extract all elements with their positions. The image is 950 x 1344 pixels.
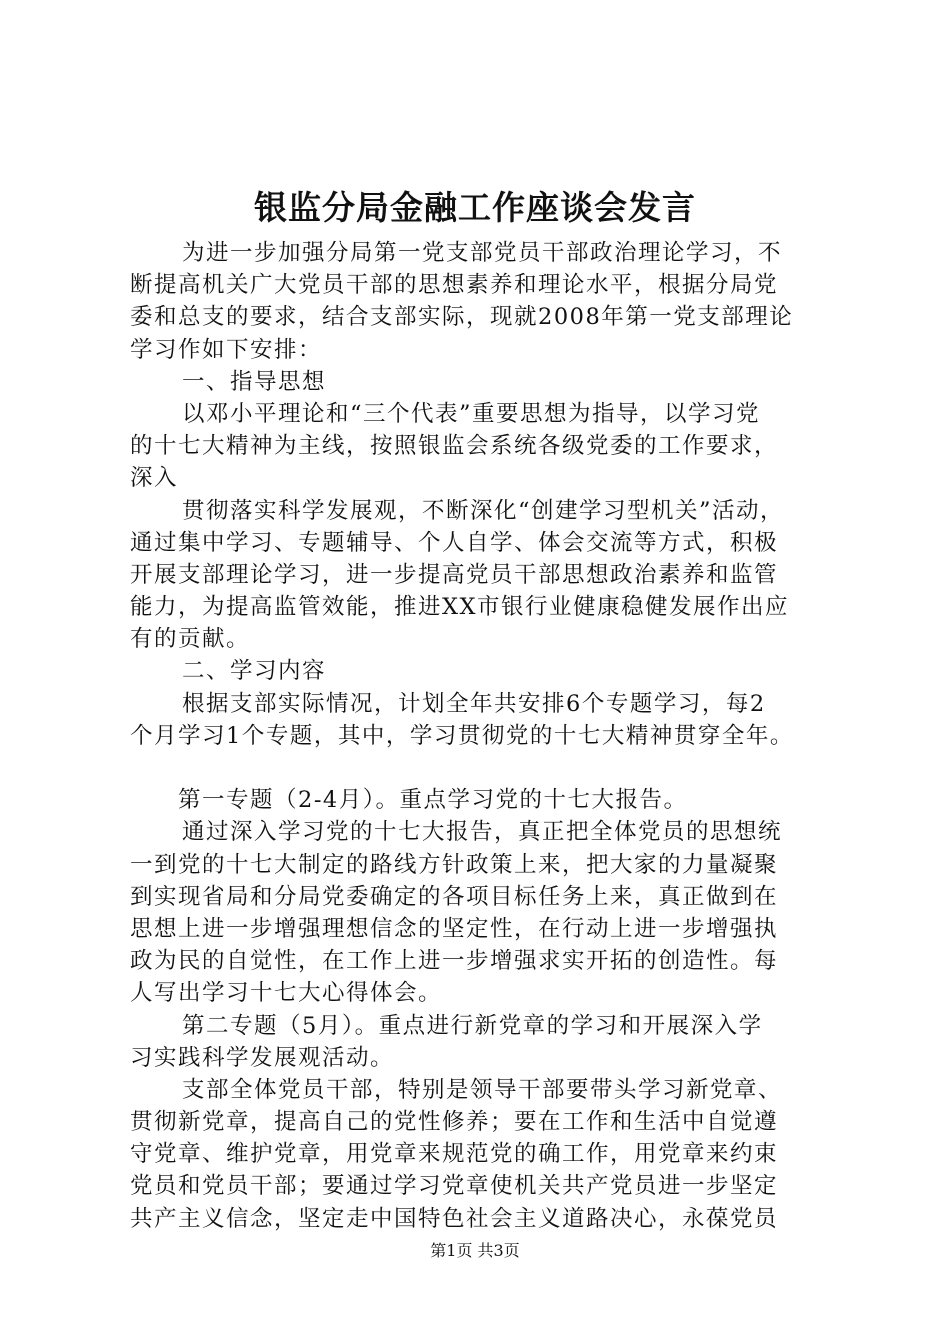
body-line: 思想上进一步增强理想信念的坚定性，在行动上进一步增强执	[130, 915, 779, 942]
body-line: 委和总支的要求，结合支部实际，现就2008年第一党支部理论	[130, 304, 794, 331]
body-line: 能力，为提高监管效能，推进XX市银行业健康稳健发展作出应	[130, 594, 790, 621]
section-heading: 二、学习内容	[182, 658, 327, 685]
body-line: 为进一步加强分局第一党支部党员干部政治理论学习，不	[182, 240, 783, 266]
section-heading: 一、指导思想	[182, 368, 327, 395]
body-line: 一到党的十七大制定的路线方针政策上来，把大家的力量凝聚	[130, 851, 779, 878]
body-line: 贯彻落实科学发展观，不断深化“创建学习型机关”活动，	[182, 497, 785, 524]
body-line: 通过深入学习党的十七大报告，真正把全体党员的思想统	[182, 819, 783, 846]
body-line: 根据支部实际情况，计划全年共安排6个专题学习，每2	[182, 690, 766, 717]
page-number-footer: 第1页 共3页	[430, 1241, 520, 1260]
body-line: 深入	[130, 465, 179, 492]
body-line: 贯彻新党章，提高自己的党性修养；要在工作和生活中自觉遵	[130, 1109, 779, 1136]
body-line: 政为民的自觉性，在工作上进一步增强求实开拓的创造性。每	[130, 948, 779, 975]
body-line: 守党章、维护党章，用党章来规范党的确工作，用党章来约束	[130, 1141, 779, 1168]
topic-heading: 第一专题（2-4月）。重点学习党的十七大报告。	[178, 787, 688, 814]
body-line: 个月学习1个专题，其中，学习贯彻党的十七大精神贯穿全年。	[130, 722, 794, 749]
body-line: 学习作如下安排：	[130, 336, 323, 363]
body-line: 开展支部理论学习，进一步提高党员干部思想政治素养和监管	[130, 561, 779, 588]
body-line: 党员和党员干部；要通过学习党章使机关共产党员进一步坚定	[130, 1173, 779, 1200]
document-title: 银监分局金融工作座谈会发言	[254, 188, 696, 227]
body-line: 人写出学习十七大心得体会。	[130, 980, 443, 1007]
body-line: 通过集中学习、专题辅导、个人自学、体会交流等方式，积极	[130, 529, 779, 556]
body-line: 以邓小平理论和“三个代表”重要思想为指导，以学习党	[182, 400, 761, 427]
body-line: 的十七大精神为主线，按照银监会系统各级党委的工作要求，	[130, 433, 779, 460]
body-line: 习实践科学发展观活动。	[130, 1044, 395, 1071]
body-line: 有的贡献。	[130, 626, 251, 653]
paragraph-gap	[130, 752, 830, 784]
body-line: 共产主义信念，坚定走中国特色社会主义道路决心，永葆党员	[130, 1205, 779, 1232]
body-line: 断提高机关广大党员干部的思想素养和理论水平，根据分局党	[130, 272, 779, 299]
body-line: 支部全体党员干部，特别是领导干部要带头学习新党章、	[182, 1076, 783, 1103]
body-line: 到实现省局和分局党委确定的各项目标任务上来，真正做到在	[130, 883, 779, 910]
topic-heading: 第二专题（5月）。重点进行新党章的学习和开展深入学	[182, 1012, 763, 1039]
document-body	[130, 237, 830, 1235]
